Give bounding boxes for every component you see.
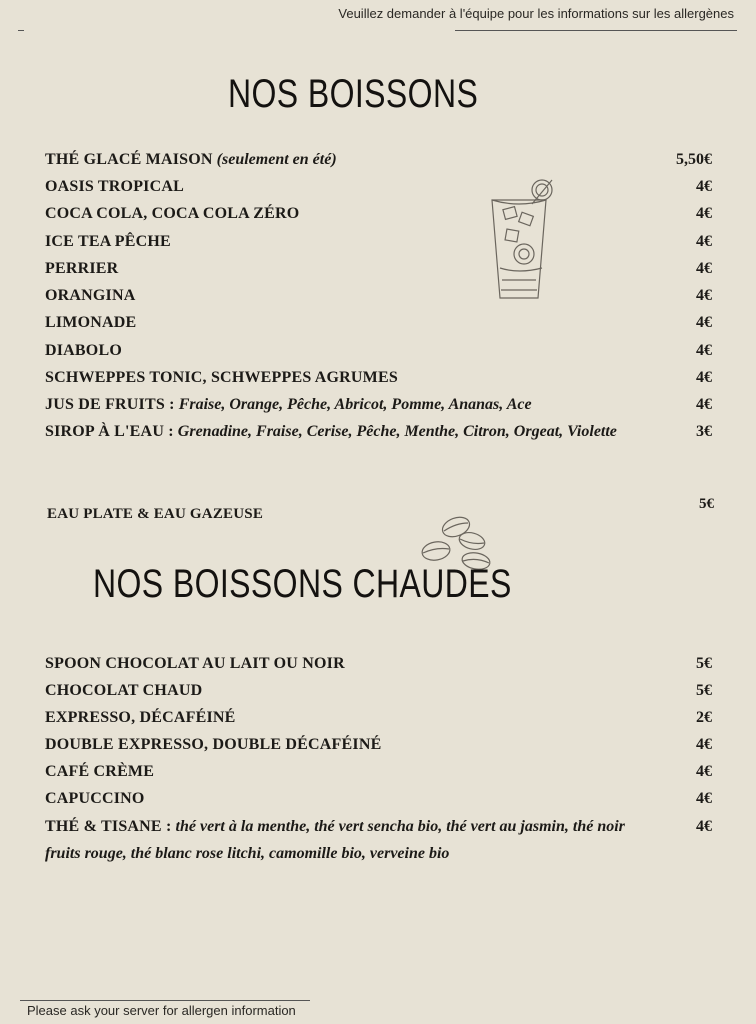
menu-item [45,391,712,418]
divider [20,1000,310,1001]
section-title-cold-drinks: NOS BOISSONS [228,72,479,116]
item-name: DOUBLE EXPRESSO, DOUBLE DÉCAFÉINÉ [45,736,382,753]
menu-item [45,309,712,336]
menu-item [47,496,714,528]
item-name: SCHWEPPES TONIC, SCHWEPPES AGRUMES [45,369,398,386]
menu-item [45,282,712,309]
item-price: 5,50€ [676,151,712,168]
item-price: 4€ [696,260,712,277]
item-name: ICE TEA PÊCHE [45,233,171,250]
menu-item [45,704,712,731]
item-price: 5€ [699,496,714,512]
allergen-note-en: Please ask your server for allergen information [27,1003,296,1018]
menu-item [45,418,712,445]
iced-drink-glass-icon [486,178,558,304]
item-price: 4€ [696,396,712,413]
item-name: CAFÉ CRÈME [45,763,155,780]
menu-item [45,337,712,364]
item-price: 4€ [696,233,712,250]
item-name: OASIS TROPICAL [45,178,184,195]
menu-item [45,255,712,282]
menu-item [45,146,712,173]
item-price: 4€ [696,205,712,222]
item-name: CAPUCCINO [45,790,145,807]
section-title-hot-drinks: NOS BOISSONS CHAUDES [93,562,512,606]
item-name: JUS DE FRUITS : [45,396,175,413]
item-price: 4€ [696,818,712,835]
item-name: DIABOLO [45,342,122,359]
item-detail: thé vert à la menthe, thé vert sencha bio, thé vert au jasmin, thé noir fruits rouge, thé blanc rose litchi, camomille bio, verveine bio [45,818,625,862]
item-price: 4€ [696,369,712,386]
item-price: 2€ [696,709,712,726]
item-name: THÉ & TISANE : [45,818,172,835]
item-price: 4€ [696,342,712,359]
menu-item [45,731,712,758]
menu-item [45,200,712,227]
item-name: COCA COLA, COCA COLA ZÉRO [45,205,300,222]
item-price: 4€ [696,763,712,780]
menu-item [45,228,712,255]
item-name: CHOCOLAT CHAUD [45,682,203,699]
item-name: SIROP À L'EAU : [45,423,174,440]
item-name: ORANGINA [45,287,136,304]
menu-item [45,758,712,785]
item-price: 3€ [696,423,712,440]
item-price: 4€ [696,736,712,753]
item-name: THÉ GLACÉ MAISON [45,151,213,168]
item-detail: Grenadine, Fraise, Cerise, Pêche, Menthe, Citron, Orgeat, Violette [177,423,617,440]
item-name: EXPRESSO, DÉCAFÉINÉ [45,709,236,726]
allergen-note-fr: Veuillez demander à l'équipe pour les informations sur les allergènes [338,6,734,21]
menu-item [45,650,712,677]
divider [455,30,737,31]
item-price: 4€ [696,790,712,807]
item-name: EAU PLATE & EAU GAZEUSE [47,506,264,522]
item-name: PERRIER [45,260,119,277]
menu-item [45,813,712,867]
item-name: SPOON CHOCOLAT AU LAIT OU NOIR [45,655,345,672]
menu-item [45,364,712,391]
menu-item [45,173,712,200]
item-price: 4€ [696,287,712,304]
menu-item [45,785,712,812]
item-price: 4€ [696,314,712,331]
item-detail: Fraise, Orange, Pêche, Abricot, Pomme, Ananas, Ace [178,396,532,413]
menu-item [45,677,712,704]
item-price: 5€ [696,682,712,699]
item-detail: (seulement en été) [216,151,337,168]
item-name: LIMONADE [45,314,137,331]
item-price: 5€ [696,655,712,672]
item-price: 4€ [696,178,712,195]
divider [18,30,24,31]
